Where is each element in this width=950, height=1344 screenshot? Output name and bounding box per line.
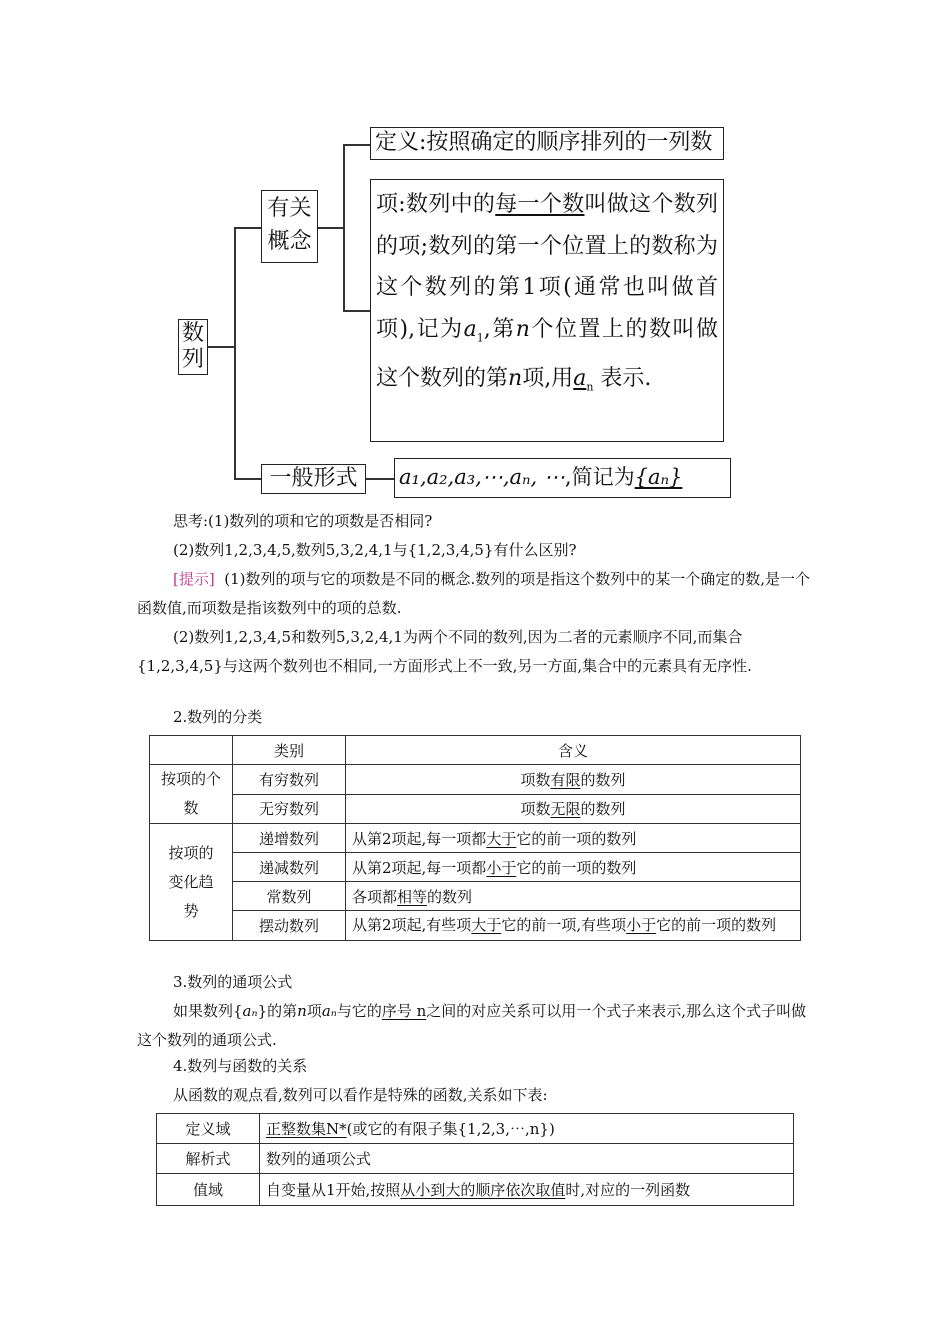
type-cell: 递减数列 (233, 853, 346, 882)
think-q1: 思考:(1)数列的项和它的项数是否相同? (173, 512, 433, 530)
an-symbol: a (573, 366, 587, 392)
connector (234, 227, 236, 479)
think-answer-2: (2)数列1,2,3,4,5和数列5,3,2,4,1为两个不同的数列,因为二者的元素顺序不同,而集合{1,2,3,4,5}与这两个数列也不相同,一方面形式上不一致,另一方面,集合中的元素具有无序性. (137, 628, 752, 675)
n-symbol: n (515, 316, 530, 342)
meaning-cell: 从第2项起,有些项大于它的前一项,有些项小于它的前一项的数列 (346, 911, 801, 941)
label-cell: 定义域 (157, 1114, 260, 1144)
concept-label: 有关概念 (267, 196, 312, 254)
value-cell: 正整数集N*(或它的有限子集{1,2,3,⋯,n}) (260, 1114, 794, 1144)
item-text: 表示. (600, 366, 652, 392)
table-row (150, 911, 801, 941)
think-q2: (2)数列1,2,3,4,5,数列5,3,2,4,1与{1,2,3,4,5}有什么区别? (173, 541, 577, 559)
label-cell: 解析式 (157, 1144, 260, 1174)
section-heading: 3.数列的通项公式 (173, 973, 293, 991)
hint-label: [提示] (173, 570, 215, 588)
general-form-label: 一般形式 (269, 466, 358, 491)
classification-table (149, 735, 801, 941)
definition-text: 定义:按照确定的顺序排列的一列数 (375, 130, 713, 155)
type-cell: 有穷数列 (233, 765, 346, 795)
value-cell: 数列的通项公式 (260, 1144, 794, 1174)
item-text: 项:数列中的 (376, 192, 496, 217)
general-form-box (261, 464, 366, 494)
section3-text: 如果数列{aₙ}的第n项aₙ与它的序号 n之间的对应关系可以用一个式子来表示,那么这个式子叫做这个数列的通项公式. (137, 1002, 807, 1049)
connector (234, 227, 262, 229)
connector (343, 144, 370, 146)
think-answer-1 (137, 565, 817, 623)
meaning-cell: 从第2项起,每一项都小于它的前一项的数列 (346, 853, 801, 882)
item-text: 叫做这个数列的项;数列的第一个位置上的数称为这个数列的第1项(通常也叫做首项),记为 (376, 192, 718, 342)
meaning-cell: 项数无限的数列 (346, 794, 801, 824)
type-cell: 无穷数列 (233, 794, 346, 824)
group-cell: 按项的变化趋势 (150, 824, 233, 941)
table-row (157, 1174, 794, 1206)
section-heading: 4.数列与函数的关系 (173, 1057, 308, 1075)
an-subscript: n (586, 380, 594, 394)
general-expr-box (394, 458, 731, 498)
section4-intro: 从函数的观点看,数列可以看作是特殊的函数,关系如下表: (173, 1086, 548, 1104)
table-row (157, 1114, 794, 1144)
meaning-cell: 项数有限的数列 (346, 765, 801, 795)
table-row (150, 765, 801, 795)
a1-subscript: 1 (476, 330, 484, 344)
general-terms: a₁,a₂,a₃,⋯,aₙ, ⋯ (399, 465, 565, 489)
table-header: 含义 (346, 736, 801, 765)
type-cell: 递增数列 (233, 824, 346, 853)
type-cell: 常数列 (233, 882, 346, 911)
section-heading: 2.数列的分类 (173, 708, 263, 726)
n-symbol: n (508, 366, 523, 392)
table-row (150, 853, 801, 882)
connector (207, 346, 235, 348)
function-relation-table (156, 1113, 794, 1206)
a1-symbol: a (463, 316, 477, 342)
value-cell: 自变量从1开始,按照从小到大的顺序依次取值时,对应的一列函数 (260, 1174, 794, 1206)
connector (234, 478, 262, 480)
root-label: 数列 (181, 321, 204, 372)
meaning-cell: 各项都相等的数列 (346, 882, 801, 911)
meaning-cell: 从第2项起,每一项都大于它的前一项的数列 (346, 824, 801, 853)
connector (366, 478, 394, 480)
group-cell: 按项的个数 (150, 765, 233, 824)
abbrev-notation: {aₙ} (634, 465, 683, 489)
connector (343, 310, 370, 312)
connector (318, 227, 344, 229)
table-row (157, 1144, 794, 1174)
concept-box (261, 190, 318, 263)
table-row (150, 824, 801, 853)
table-row (150, 882, 801, 911)
definition-box (370, 127, 724, 160)
type-cell: 摆动数列 (233, 911, 346, 941)
item-text: ,第 (483, 316, 516, 342)
table-cell (150, 736, 233, 765)
table-header: 类别 (233, 736, 346, 765)
table-row (150, 736, 801, 765)
root-box (178, 319, 208, 375)
abbrev-label: ,简记为 (564, 465, 635, 489)
table-row (150, 794, 801, 824)
item-underline: 每一个数 (495, 192, 585, 217)
label-cell: 值域 (157, 1174, 260, 1206)
item-box (370, 179, 724, 442)
item-text: 个位置上的数叫做这个数列的第 (376, 316, 718, 392)
connector (343, 144, 345, 311)
item-text: 项,用 (522, 366, 574, 392)
answer-text: (1)数列的项与它的项数是不同的概念.数列的项是指这个数列中的某一个确定的数,是一个函数值,而项数是指该数列中的项的总数. (137, 570, 811, 617)
